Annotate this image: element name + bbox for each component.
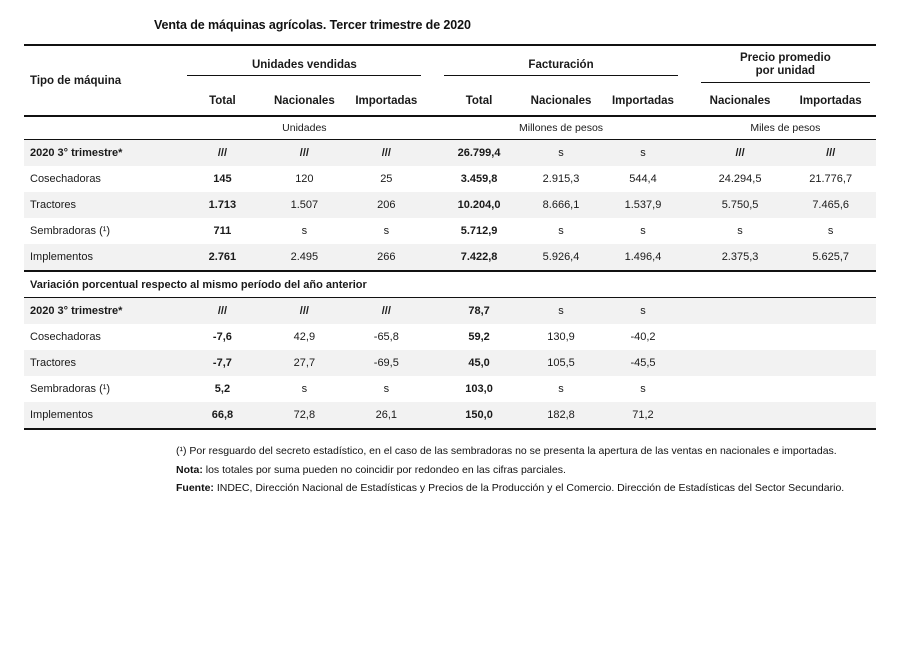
cell-value: /// — [263, 140, 345, 167]
cell-value: 42,9 — [263, 324, 345, 350]
table-row — [24, 324, 876, 350]
spacer-cell — [684, 402, 695, 429]
group-header-precio-promedio-line2: por unidad — [755, 65, 816, 78]
spacer-cell — [427, 218, 438, 244]
cell-value: s — [520, 140, 602, 167]
col-header-unidades-nacionales: Nacionales — [274, 95, 335, 108]
cell-value: s — [602, 218, 684, 244]
row-label: Cosechadoras — [24, 166, 181, 192]
cell-value: 5.625,7 — [785, 244, 876, 271]
cell-value: 1.507 — [263, 192, 345, 218]
cell-value: s — [695, 218, 786, 244]
table-row — [24, 298, 876, 325]
cell-value: 3.459,8 — [438, 166, 520, 192]
cell-value: /// — [345, 298, 427, 325]
cell-value: -69,5 — [345, 350, 427, 376]
section-header-variacion: Variación porcentual respecto al mismo período del año anterior — [24, 271, 876, 298]
row-label: Implementos — [24, 244, 181, 271]
spacer-cell-2 — [684, 45, 695, 88]
cell-value: 2.495 — [263, 244, 345, 271]
table-row — [24, 192, 876, 218]
cell-value: 27,7 — [263, 350, 345, 376]
note-text: los totales por suma pueden no coincidir por redondeo en las cifras parciales. — [202, 463, 566, 476]
cell-value: 1.496,4 — [602, 244, 684, 271]
cell-value: s — [785, 218, 876, 244]
group-header-precio-promedio — [695, 45, 876, 88]
spacer-cell — [684, 166, 695, 192]
cell-value: -7,7 — [181, 350, 263, 376]
cell-value: 2.915,3 — [520, 166, 602, 192]
cell-value: 71,2 — [602, 402, 684, 429]
cell-value: /// — [263, 298, 345, 325]
row-label: 2020 3° trimestre* — [24, 140, 181, 167]
cell-value: s — [520, 218, 602, 244]
group-header-unidades-vendidas — [181, 45, 427, 88]
cell-value: 130,9 — [520, 324, 602, 350]
spacer-cell — [684, 140, 695, 167]
cell-value: 21.776,7 — [785, 166, 876, 192]
cell-value: 544,4 — [602, 166, 684, 192]
cell-value: s — [520, 376, 602, 402]
spacer-cell-3 — [427, 88, 438, 116]
cell-value: 5.750,5 — [695, 192, 786, 218]
row-label: Tractores — [24, 350, 181, 376]
cell-value: 78,7 — [438, 298, 520, 325]
cell-value: /// — [695, 140, 786, 167]
row-label-column-header-text: Tipo de máquina — [30, 74, 122, 87]
spacer-cell — [427, 192, 438, 218]
cell-value: 25 — [345, 166, 427, 192]
spacer-cell — [427, 140, 438, 167]
footnote-secreto-estadistico: (¹) Por resguardo del secreto estadístico, en el caso de las sembradoras no se presenta la apertura de las ventas en nacionales e importadas. — [176, 445, 837, 458]
col-header-unidades-total: Total — [209, 95, 236, 108]
table-head — [24, 45, 876, 140]
cell-value — [695, 324, 786, 350]
cell-value: -40,2 — [602, 324, 684, 350]
units-precio-promedio: Miles de pesos — [695, 116, 876, 140]
units-row-empty — [24, 116, 181, 140]
cell-value: 266 — [345, 244, 427, 271]
table-row — [24, 402, 876, 429]
cell-value: 59,2 — [438, 324, 520, 350]
group-header-facturacion — [438, 45, 684, 88]
cell-value — [695, 350, 786, 376]
cell-value: 1.537,9 — [602, 192, 684, 218]
cell-value: 45,0 — [438, 350, 520, 376]
col-header-precio-nacionales: Nacionales — [709, 95, 771, 108]
cell-value: s — [345, 376, 427, 402]
cell-value — [785, 376, 876, 402]
group-header-unidades-vendidas-text: Unidades vendidas — [187, 59, 421, 76]
cell-value — [785, 402, 876, 429]
cell-value — [785, 298, 876, 325]
spacer-cell — [427, 350, 438, 376]
group-header-facturacion-text: Facturación — [444, 59, 678, 76]
spacer-cell-6 — [684, 116, 695, 140]
table-row — [24, 350, 876, 376]
units-facturacion: Millones de pesos — [438, 116, 684, 140]
cell-value: 2.375,3 — [695, 244, 786, 271]
cell-value: /// — [181, 140, 263, 167]
cell-value: 10.204,0 — [438, 192, 520, 218]
source-text: INDEC, Dirección Nacional de Estadísticas y Precios de la Producción y el Comercio. Dirección de Estadísticas del Sector Secundario. — [213, 481, 845, 494]
cell-value — [695, 298, 786, 325]
cell-value: 72,8 — [263, 402, 345, 429]
spacer-cell — [684, 218, 695, 244]
table-row — [24, 218, 876, 244]
cell-value: -65,8 — [345, 324, 427, 350]
spacer-cell-1 — [427, 45, 438, 88]
cell-value: s — [602, 298, 684, 325]
group-header-precio-promedio-line1: Precio promedio — [740, 52, 831, 64]
units-row — [24, 116, 876, 140]
cell-value — [695, 376, 786, 402]
cell-value: 103,0 — [438, 376, 520, 402]
row-label: 2020 3° trimestre* — [24, 298, 181, 325]
table-notes — [176, 444, 876, 496]
spacer-cell — [684, 298, 695, 325]
cell-value: 5.926,4 — [520, 244, 602, 271]
cell-value: 120 — [263, 166, 345, 192]
table-row — [24, 166, 876, 192]
cell-value: /// — [345, 140, 427, 167]
spacer-cell — [427, 324, 438, 350]
cell-value: s — [520, 298, 602, 325]
section-header-row — [24, 271, 876, 298]
spacer-cell — [427, 244, 438, 271]
note-line — [176, 463, 876, 478]
cell-value — [785, 350, 876, 376]
row-label: Tractores — [24, 192, 181, 218]
table-row — [24, 244, 876, 271]
col-header-facturacion-total: Total — [465, 95, 493, 108]
spacer-cell — [427, 166, 438, 192]
cell-value: -45,5 — [602, 350, 684, 376]
cell-value: 105,5 — [520, 350, 602, 376]
source-line — [176, 481, 876, 496]
cell-value: s — [345, 218, 427, 244]
spacer-cell-4 — [684, 88, 695, 116]
cell-value — [695, 402, 786, 429]
cell-value: s — [263, 218, 345, 244]
cell-value — [785, 324, 876, 350]
col-header-precio-importadas: Importadas — [799, 95, 862, 108]
units-unidades-vendidas: Unidades — [181, 116, 427, 140]
col-header-facturacion-nacionales: Nacionales — [530, 95, 592, 108]
cell-value: 145 — [181, 166, 263, 192]
cell-value: 7.422,8 — [438, 244, 520, 271]
cell-value: s — [263, 376, 345, 402]
spacer-cell — [427, 298, 438, 325]
cell-value: 2.761 — [181, 244, 263, 271]
col-header-unidades-importadas: Importadas — [355, 95, 418, 108]
cell-value: s — [602, 140, 684, 167]
group-header-row — [24, 45, 876, 88]
cell-value: 24.294,5 — [695, 166, 786, 192]
cell-value: 182,8 — [520, 402, 602, 429]
cell-value: 5.712,9 — [438, 218, 520, 244]
cell-value: /// — [181, 298, 263, 325]
group-header-precio-promedio-text — [701, 52, 870, 83]
cell-value: 66,8 — [181, 402, 263, 429]
spacer-cell — [427, 402, 438, 429]
cell-value: /// — [785, 140, 876, 167]
spacer-cell — [684, 244, 695, 271]
cell-value: -7,6 — [181, 324, 263, 350]
row-label: Cosechadoras — [24, 324, 181, 350]
cell-value: 5,2 — [181, 376, 263, 402]
spacer-cell — [684, 192, 695, 218]
row-label-column-header — [24, 45, 181, 116]
cell-value: s — [602, 376, 684, 402]
row-label: Sembradoras (¹) — [24, 376, 181, 402]
row-label: Implementos — [24, 402, 181, 429]
cell-value: 711 — [181, 218, 263, 244]
spacer-cell — [684, 350, 695, 376]
cell-value: 1.713 — [181, 192, 263, 218]
spacer-cell — [427, 376, 438, 402]
spacer-cell-5 — [427, 116, 438, 140]
cell-value: 26,1 — [345, 402, 427, 429]
note-label: Nota: — [176, 463, 203, 476]
cell-value: 26.799,4 — [438, 140, 520, 167]
spacer-cell — [684, 376, 695, 402]
row-label: Sembradoras (¹) — [24, 218, 181, 244]
table-row — [24, 376, 876, 402]
page-title: Venta de máquinas agrícolas. Tercer trimestre de 2020 — [154, 18, 471, 32]
table-body-absolute — [24, 140, 876, 430]
cell-value: 150,0 — [438, 402, 520, 429]
cell-value: 8.666,1 — [520, 192, 602, 218]
spacer-cell — [684, 324, 695, 350]
source-label: Fuente: — [176, 481, 214, 494]
table-row — [24, 140, 876, 167]
col-header-facturacion-importadas: Importadas — [611, 95, 674, 108]
cell-value: 206 — [345, 192, 427, 218]
cell-value: 7.465,6 — [785, 192, 876, 218]
agricultural-machinery-table — [24, 44, 876, 430]
